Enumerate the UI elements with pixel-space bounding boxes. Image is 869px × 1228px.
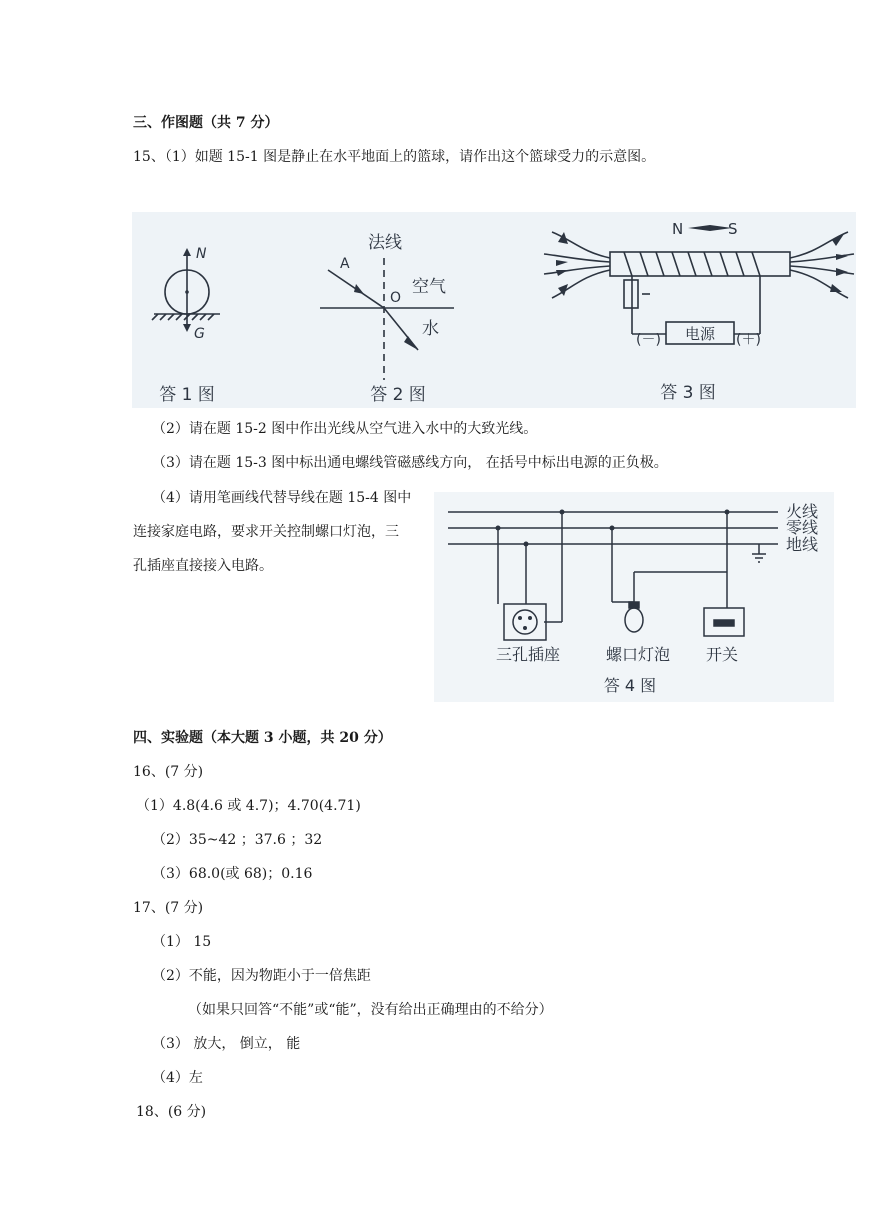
- figures-1-3-svg: [132, 212, 856, 408]
- question-15-4-line3: 孔插座直接接入电路。: [133, 558, 273, 574]
- answer-17-3: （3） 放大， 倒立， 能: [152, 1036, 301, 1052]
- fig3-caption: 答 3 图: [660, 383, 716, 403]
- fig4-ground-label: 地线: [786, 535, 819, 554]
- question-18: 18、(6 分): [136, 1104, 207, 1120]
- fig4-circuit-svg: [434, 492, 834, 702]
- question-17: 17、(7 分): [133, 900, 204, 916]
- answer-17-2-note: （如果只回答“不能”或“能”，没有给出正确理由的不给分）: [188, 1002, 553, 1018]
- fig2-caption: 答 2 图: [370, 385, 426, 405]
- answer-17-2: （2）不能，因为物距小于一倍焦距: [152, 968, 371, 984]
- question-15-4-line1: （4）请用笔画线代替导线在题 15-4 图中: [152, 490, 412, 506]
- fig2-normal-label: 法线: [368, 233, 402, 253]
- question-15-2: （2）请在题 15-2 图中作出光线从空气进入水中的大致光线。: [152, 421, 538, 437]
- fig1-caption: 答 1 图: [159, 385, 215, 405]
- answer-17-1: （1） 15: [152, 934, 212, 950]
- fig4-neutral-label: 零线: [786, 518, 819, 537]
- answer-16-2: （2）35~42 ；37.6 ；32: [152, 832, 323, 848]
- section3-heading: 三、作图题（共 7 分）: [133, 115, 279, 131]
- fig4-bulb-label: 螺口灯泡: [605, 645, 671, 664]
- figures-1-3-panel: [132, 212, 856, 408]
- answer-16-1: （1）4.8(4.6 或 4.7)；4.70(4.71): [136, 798, 361, 814]
- section4-heading: 四、实验题（本大题 3 小题，共 20 分）: [133, 730, 392, 746]
- fig1-basketball-diagram: [152, 250, 220, 330]
- fig3-north: N: [672, 220, 684, 238]
- question-15-3: （3）请在题 15-3 图中标出通电螺线管磁感线方向， 在括号中标出电源的正负极。: [152, 455, 668, 471]
- question-15-4-line2: 连接家庭电路，要求开关控制螺口灯泡，三: [133, 524, 399, 540]
- fig4-caption: 答 4 图: [603, 676, 657, 695]
- figure-4-panel: [434, 492, 834, 702]
- fig2-air-label: 空气: [412, 277, 446, 297]
- fig3-minus: (－): [636, 332, 661, 348]
- fig4-live-label: 火线: [786, 502, 819, 521]
- fig3-south: S: [728, 220, 738, 238]
- fig1-label-g: G: [194, 326, 205, 342]
- fig2-water-label: 水: [422, 319, 439, 339]
- question-16: 16、(7 分): [133, 764, 204, 780]
- fig3-plus: (＋): [736, 332, 761, 348]
- fig3-power: 电源: [684, 325, 716, 343]
- answer-16-3: （3）68.0(或 68)；0.16: [152, 866, 313, 882]
- fig4-socket-label: 三孔插座: [495, 645, 561, 664]
- fig2-point-o: O: [390, 290, 402, 306]
- fig1-label-n: N: [196, 246, 207, 262]
- fig4-switch-label: 开关: [705, 645, 739, 664]
- answer-17-4: （4）左: [152, 1070, 203, 1086]
- fig2-point-a: A: [340, 256, 350, 272]
- question-15-1: 15、（1）如题 15-1 图是静止在水平地面上的篮球，请作出这个篮球受力的示意图。: [133, 149, 656, 165]
